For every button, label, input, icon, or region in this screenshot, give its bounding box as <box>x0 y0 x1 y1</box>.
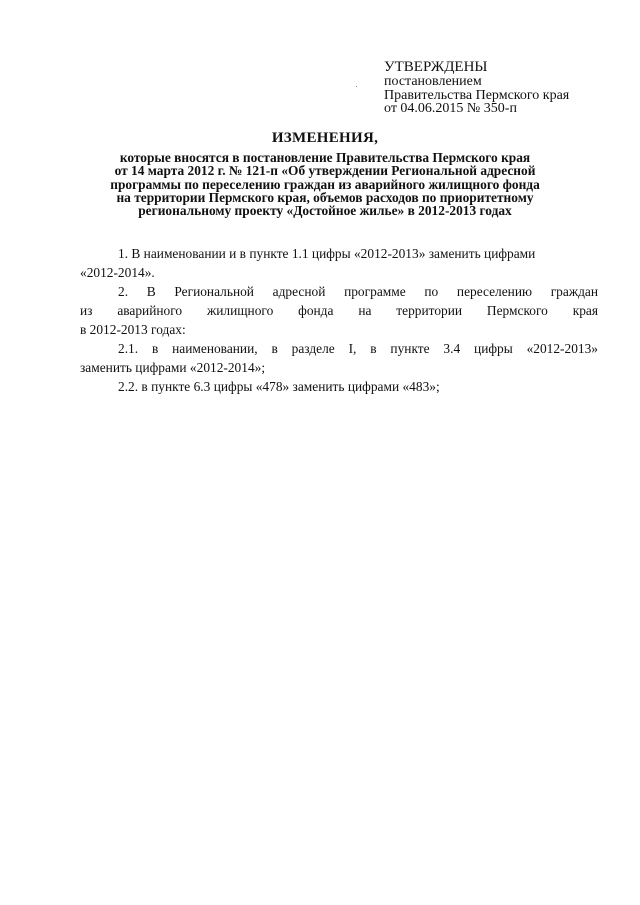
approval-line-1: постановлением <box>384 74 482 89</box>
approval-line-2: Правительства Пермского края <box>384 87 570 103</box>
subtitle-line: на территории Пермского края, объемов расходов по приоритетному <box>116 189 534 205</box>
subtitle-line: программы по переселению граждан из аварийного жилищного фонда <box>110 176 540 192</box>
approval-title: УТВЕРЖДЕНЫ <box>384 59 488 75</box>
item-2-2-line-1: 2.2. в пункте 6.3 цифры «478» заменить цифрами «483»; <box>118 379 440 394</box>
document-body <box>80 244 598 396</box>
subtitle-line: которые вносятся в постановление Правительства Пермского края <box>119 150 531 165</box>
subtitle-line: от 14 марта 2012 г. № 121-п «Об утверждении Региональной адресной <box>114 163 536 179</box>
item-2-2 <box>80 377 598 396</box>
item-1-line-1: 1. В наименовании и в пункте 1.1 цифры «2012-2013» заменить цифрами <box>118 246 536 261</box>
item-2-1-line-2: заменить цифрами «2012-2014»; <box>80 360 266 375</box>
document-title: ИЗМЕНЕНИЯ, <box>271 130 379 146</box>
document-subtitle <box>60 151 590 217</box>
item-2-line-2: из аварийного жилищного фонда на территории Пермского края <box>80 303 598 318</box>
item-2-line-3: в 2012-2013 годах: <box>80 322 186 337</box>
scan-speck <box>356 86 357 87</box>
subtitle-line: региональному проекту «Достойное жилье» в 2012-2013 годах <box>138 203 512 219</box>
approval-line-3: от 04.06.2015 № 350-п <box>384 101 517 116</box>
item-2 <box>80 282 598 339</box>
item-1-line-2: «2012-2014». <box>80 265 155 280</box>
approval-stamp <box>384 60 624 116</box>
item-2-1 <box>80 339 598 377</box>
item-1 <box>80 244 598 282</box>
item-2-line-1: 2. В Региональной адресной программе по переселению граждан <box>118 284 598 299</box>
item-2-1-line-1: 2.1. в наименовании, в разделе I, в пункте 3.4 цифры «2012-2013» <box>118 341 598 356</box>
